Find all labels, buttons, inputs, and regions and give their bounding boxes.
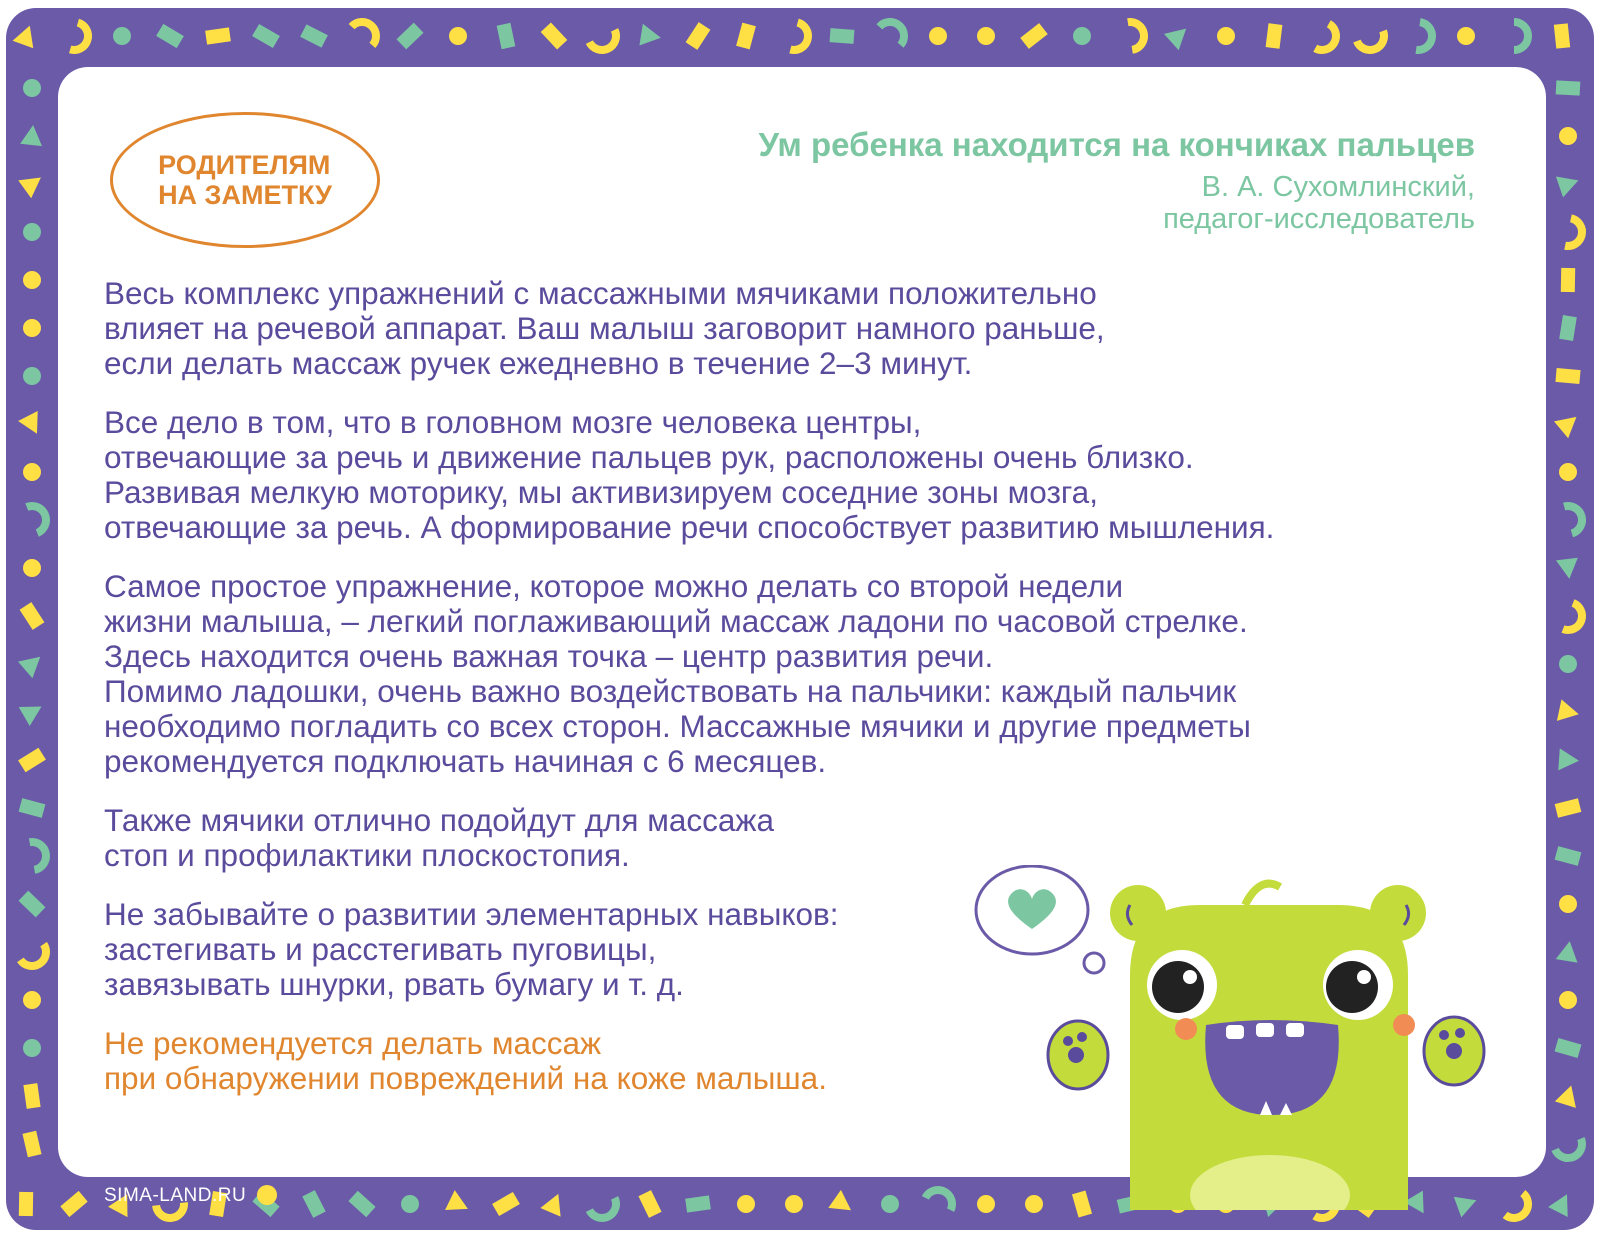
confetti-piece: [449, 27, 467, 45]
confetti-piece: [23, 1083, 40, 1109]
confetti-piece: [1559, 315, 1577, 341]
confetti-piece: [23, 559, 41, 577]
confetti-piece: [302, 1190, 325, 1218]
confetti-piece: [19, 891, 46, 918]
confetti-piece: [113, 27, 131, 45]
confetti-piece: [23, 991, 41, 1009]
confetti-piece: [1557, 699, 1581, 725]
confetti-piece: [60, 1191, 87, 1217]
confetti-piece: [638, 1190, 661, 1218]
confetti-piece: [1556, 558, 1580, 581]
site-label: SIMA-LAND.RU: [104, 1185, 247, 1206]
confetti-piece: [1556, 939, 1581, 962]
confetti-piece: [1563, 603, 1586, 634]
confetti-piece: [13, 22, 41, 48]
confetti-piece: [785, 1195, 803, 1213]
paragraph: Также мячики отлично подойдут для массажа стоп и профилактики плоскостопия.: [104, 802, 774, 873]
paragraph: Не забывайте о развитии элементарных навыков: застегивать и расстегивать пуговицы, завязывать шнурки, рвать бумагу и т. д.: [104, 896, 839, 1002]
confetti-piece: [445, 1190, 473, 1219]
confetti-piece: [977, 27, 995, 45]
confetti-piece: [828, 1190, 857, 1219]
thought-bubble: [976, 866, 1104, 973]
badge-label: РОДИТЕЛЯМ НА ЗАМЕТКУ: [158, 150, 332, 210]
monster-mascot: [960, 865, 1520, 1210]
confetti-piece: [1020, 23, 1048, 49]
confetti-piece: [1561, 268, 1575, 292]
confetti-piece: [1559, 463, 1577, 481]
confetti-piece: [1564, 503, 1585, 534]
confetti-piece: [1559, 655, 1577, 673]
epigraph: [759, 125, 1475, 235]
confetti-piece: [1073, 27, 1091, 45]
confetti-piece: [541, 22, 568, 49]
confetti-piece: [1556, 80, 1581, 95]
confetti-piece: [881, 1195, 899, 1213]
confetti-piece: [27, 502, 50, 533]
confetti-piece: [1559, 895, 1577, 913]
confetti-piece: [1554, 409, 1583, 439]
confetti-piece: [18, 748, 46, 773]
confetti-piece: [23, 1039, 41, 1057]
confetti-piece: [23, 367, 41, 385]
confetti-piece: [352, 16, 382, 45]
epigraph-author: В. А. Сухомлинский, педагог-исследователь: [1163, 171, 1475, 235]
confetti-piece: [737, 1195, 755, 1213]
confetti-piece: [1559, 127, 1577, 145]
confetti-piece: [397, 23, 424, 50]
confetti-piece: [830, 28, 855, 44]
confetti-piece: [401, 1195, 419, 1213]
confetti-piece: [1554, 23, 1570, 48]
confetti-piece: [1555, 1082, 1582, 1108]
confetti-piece: [925, 1185, 956, 1210]
confetti-piece: [879, 16, 909, 45]
confetti-piece: [18, 169, 47, 199]
confetti-piece: [23, 319, 41, 337]
confetti-piece: [1555, 1139, 1586, 1163]
confetti-piece: [492, 1192, 520, 1216]
confetti-piece: [18, 411, 47, 439]
confetti-piece: [1559, 991, 1577, 1009]
confetti-piece: [300, 24, 328, 47]
confetti-piece: [1416, 22, 1434, 52]
confetti-piece: [1128, 20, 1146, 50]
warning-paragraph: Не рекомендуется делать массаж при обнаружении повреждений на коже малыша.: [104, 1025, 827, 1096]
confetti-piece: [348, 1191, 375, 1217]
confetti-piece: [1217, 27, 1235, 45]
confetti-piece: [1555, 368, 1580, 384]
confetti-piece: [1556, 170, 1582, 197]
confetti-piece: [19, 1192, 33, 1216]
epigraph-quote: Ум ребенка находится на кончиках пальцев: [758, 126, 1475, 163]
confetti-piece: [1565, 218, 1585, 248]
confetti-piece: [1315, 24, 1341, 55]
confetti-piece: [205, 27, 231, 44]
confetti-piece: [23, 223, 41, 241]
footer-dot: [257, 1185, 277, 1205]
confetti-piece: [1266, 23, 1283, 49]
confetti-piece: [589, 30, 620, 55]
confetti-piece: [252, 24, 280, 48]
confetti-piece: [1555, 1038, 1582, 1058]
paragraph: Весь комплекс упражнений с массажными мячиками положительно влияет на речевой аппарат. Ваш малыш заговорит намного раньше, если делать массаж ручек ежедневно в течение 2–3 минут.: [104, 275, 1105, 381]
confetti-piece: [1514, 22, 1528, 50]
confetti-piece: [19, 697, 47, 726]
confetti-piece: [497, 23, 516, 49]
paragraph: Самое простое упражнение, которое можно делать со второй недели жизни малыша, – легкий поглаживающий массаж ладони по часовой стрелке. Здесь находится очень важная точка – центр развития речи. Помимо ладошки, очень важно воздействовать на пальчики: каждый пальчик необходимо погладить со всех сторон. Массажные мячики и другие предметы рекомендуется подключать начиная с 6 месяцев.: [104, 568, 1251, 779]
confetti-piece: [686, 22, 711, 50]
paragraph: Все дело в том, что в головном мозге человека центры, отвечающие за речь и движение пальцев рук, расположены очень близко. Развивая мелкую моторику, мы активизируем соседние зоны мозга, отвечающие за речь. А формирование речи способствует развитию мышления.: [104, 404, 1275, 545]
confetti-piece: [790, 22, 811, 53]
confetti-piece: [1457, 27, 1475, 45]
confetti-piece: [1548, 1189, 1577, 1217]
confetti-piece: [1555, 798, 1582, 817]
confetti-piece: [639, 24, 662, 49]
parents-note-badge: [110, 112, 380, 248]
confetti-piece: [1164, 20, 1194, 50]
confetti-piece: [589, 1198, 620, 1223]
confetti-piece: [736, 23, 756, 50]
confetti-piece: [20, 944, 51, 971]
confetti-piece: [156, 24, 184, 48]
confetti-piece: [19, 798, 46, 818]
confetti-piece: [540, 1190, 568, 1217]
confetti-piece: [30, 840, 49, 870]
confetti-piece: [1357, 31, 1388, 54]
confetti-piece: [22, 1131, 41, 1158]
confetti-piece: [23, 79, 41, 97]
confetti-piece: [18, 648, 48, 678]
confetti-piece: [929, 27, 947, 45]
confetti-piece: [23, 463, 41, 481]
confetti-piece: [20, 602, 45, 630]
confetti-piece: [70, 23, 91, 54]
confetti-piece: [1555, 846, 1582, 866]
confetti-piece: [23, 271, 41, 289]
confetti-piece: [20, 124, 44, 146]
confetti-piece: [1558, 748, 1579, 771]
confetti-piece: [685, 1195, 711, 1212]
